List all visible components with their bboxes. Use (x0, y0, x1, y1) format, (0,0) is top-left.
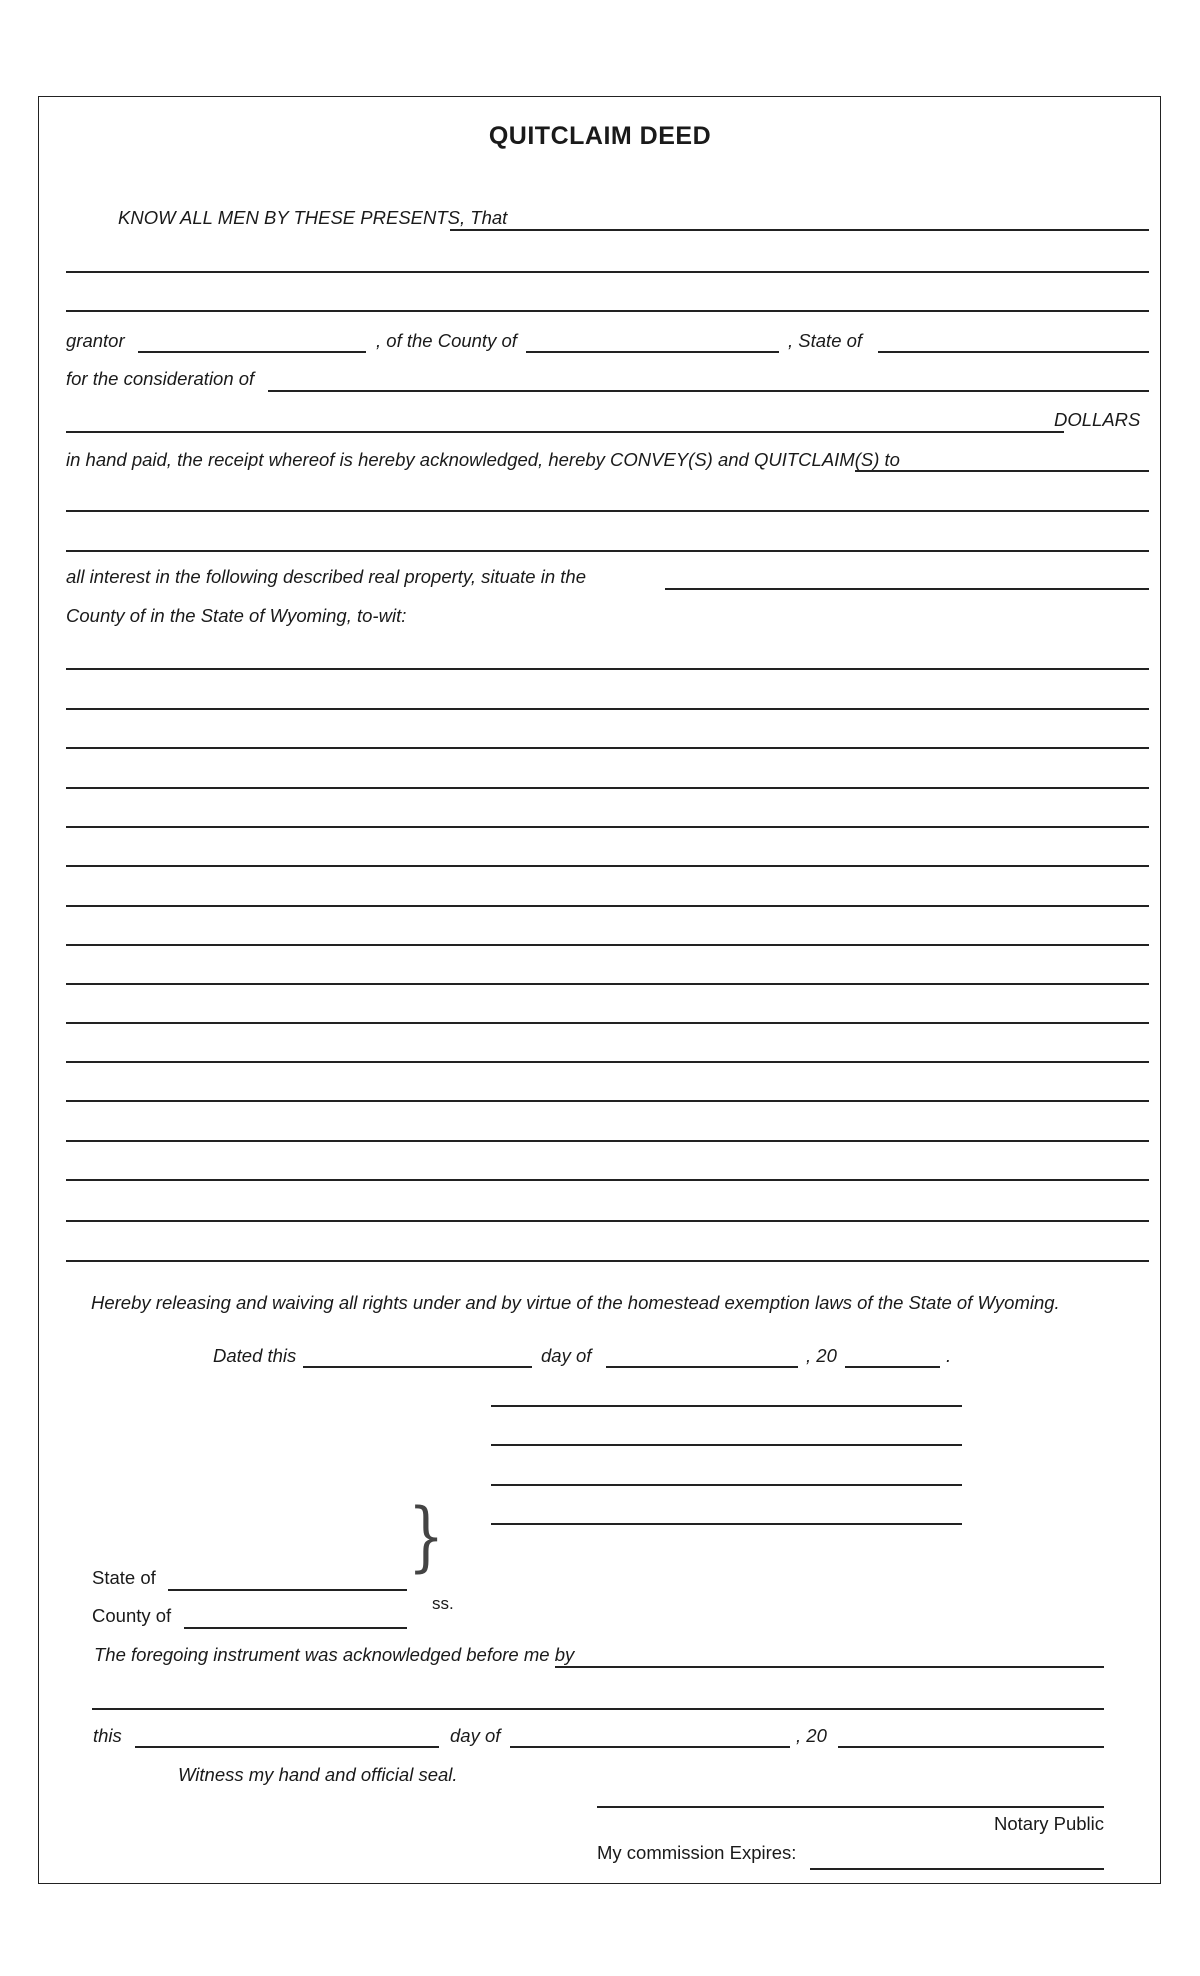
legal-description-line (66, 905, 1149, 907)
grantor-line (138, 351, 366, 353)
grantee-field-2[interactable] (66, 486, 1157, 510)
dated-day-line (303, 1366, 532, 1368)
notary-signature-field[interactable] (597, 1782, 1112, 1806)
legal-description-field[interactable] (66, 1236, 1157, 1260)
commission-expires-line (810, 1868, 1104, 1870)
grantee-line-1 (855, 470, 1149, 472)
legal-description-line (66, 668, 1149, 670)
ack-year-line (838, 1746, 1104, 1748)
property-county-field[interactable] (665, 564, 1157, 588)
curly-brace: } (408, 1491, 445, 1580)
legal-description-field[interactable] (66, 684, 1157, 708)
legal-description-line (66, 865, 1149, 867)
grantee-line-2 (66, 510, 1149, 512)
dated-this-label: Dated this (213, 1345, 297, 1366)
ack-year-prefix: , 20 (796, 1725, 827, 1746)
legal-description-line (66, 944, 1149, 946)
legal-description-field[interactable] (66, 644, 1157, 668)
dated-month-field[interactable] (606, 1342, 806, 1366)
legal-description-field[interactable] (66, 1076, 1157, 1100)
state-of-label: , State of (788, 330, 863, 351)
legal-description-field[interactable] (66, 959, 1157, 983)
acknowledger-field-2[interactable] (92, 1684, 1112, 1708)
grantor-county-line (526, 351, 779, 353)
legal-description-line (66, 1061, 1149, 1063)
legal-description-line (66, 983, 1149, 985)
ack-state-line (168, 1589, 407, 1591)
homestead-text: Hereby releasing and waiving all rights under and by virtue of the homestead exemption laws of the State of Wyoming. (91, 1292, 1060, 1313)
grantor-county-field[interactable] (526, 327, 787, 351)
legal-description-field[interactable] (66, 1196, 1157, 1220)
legal-description-field[interactable] (66, 723, 1157, 747)
ack-state-label: State of (92, 1567, 156, 1588)
legal-description-line (66, 1140, 1149, 1142)
signature-line-3 (491, 1484, 962, 1486)
signature-line-4 (491, 1523, 962, 1525)
ack-day-line (135, 1746, 439, 1748)
all-interest-text: all interest in the following described real property, situate in the (66, 566, 586, 587)
consideration-label: for the consideration of (66, 368, 255, 389)
grantee-field-1[interactable] (960, 446, 1157, 470)
grantor-state-field[interactable] (878, 327, 1157, 351)
commission-expires-label: My commission Expires: (597, 1842, 797, 1863)
acknowledger-field-1[interactable] (610, 1642, 1112, 1666)
ack-this-label: this (93, 1725, 122, 1746)
convey-text: in hand paid, the receipt whereof is hereby acknowledged, hereby CONVEY(S) and QUITCLAIM(S) to (66, 449, 900, 470)
ack-year-field[interactable] (838, 1722, 1112, 1746)
grantor-state-line (878, 351, 1149, 353)
grantor-name-field-3[interactable] (66, 286, 1157, 310)
signature-field-1[interactable] (491, 1381, 970, 1405)
notary-public-label: Notary Public (994, 1813, 1105, 1834)
commission-expires-field[interactable] (810, 1844, 1112, 1868)
of-county-label: , of the County of (376, 330, 517, 351)
legal-description-line (66, 787, 1149, 789)
legal-description-line (66, 1100, 1149, 1102)
dated-month-line (606, 1366, 798, 1368)
foregoing-text: The foregoing instrument was acknowledged before me by (94, 1644, 575, 1665)
legal-description-field[interactable] (66, 802, 1157, 826)
signature-field-3[interactable] (491, 1460, 970, 1484)
document-title: QUITCLAIM DEED (488, 122, 712, 150)
consideration-field-2[interactable] (66, 407, 1072, 431)
notary-signature-line (597, 1806, 1104, 1808)
ack-month-field[interactable] (510, 1722, 798, 1746)
grantor-name-line-3 (66, 310, 1149, 312)
grantor-label: grantor (66, 330, 125, 351)
day-of-label: day of (541, 1345, 592, 1366)
signature-line-1 (491, 1405, 962, 1407)
know-all-men-label: KNOW ALL MEN BY THESE PRESENTS, That (118, 207, 508, 228)
year-prefix-label: , 20 (806, 1345, 837, 1366)
grantor-name-line-1 (450, 229, 1149, 231)
consideration-line-2 (66, 431, 1064, 433)
legal-description-line (66, 1179, 1149, 1181)
ack-day-of-label: day of (450, 1725, 501, 1746)
legal-description-field[interactable] (66, 998, 1157, 1022)
dollars-label: DOLLARS (1054, 409, 1141, 430)
legal-description-field[interactable] (66, 881, 1157, 905)
legal-description-field[interactable] (66, 763, 1157, 787)
legal-description-field[interactable] (66, 1155, 1157, 1179)
legal-description-field[interactable] (66, 920, 1157, 944)
legal-description-field[interactable] (66, 841, 1157, 865)
grantor-name-line-2 (66, 271, 1149, 273)
legal-description-field[interactable] (66, 1037, 1157, 1061)
ack-state-field[interactable] (168, 1565, 415, 1589)
ack-county-line (184, 1627, 407, 1629)
ack-month-line (510, 1746, 790, 1748)
grantee-field-3[interactable] (66, 526, 1157, 550)
acknowledger-line-2 (92, 1708, 1104, 1710)
ack-county-field[interactable] (184, 1603, 415, 1627)
signature-line-2 (491, 1444, 962, 1446)
legal-description-line (66, 708, 1149, 710)
grantor-name-field-2[interactable] (66, 247, 1157, 271)
legal-description-line (66, 1260, 1149, 1262)
dated-year-line (845, 1366, 940, 1368)
signature-field-2[interactable] (491, 1420, 970, 1444)
dated-day-field[interactable] (303, 1342, 540, 1366)
consideration-line-1 (268, 390, 1149, 392)
legal-description-line (66, 747, 1149, 749)
dated-year-field[interactable] (845, 1342, 948, 1366)
acknowledger-line-1 (555, 1666, 1104, 1668)
legal-description-line (66, 1022, 1149, 1024)
property-county-line (665, 588, 1149, 590)
grantor-field[interactable] (138, 327, 374, 351)
ss-label: ss. (432, 1594, 454, 1613)
grantee-line-3 (66, 550, 1149, 552)
county-wyoming-text: County of in the State of Wyoming, to-wit: (66, 605, 407, 626)
legal-description-line (66, 826, 1149, 828)
signature-field-4[interactable] (491, 1499, 970, 1523)
grantor-name-field-1[interactable] (450, 205, 1157, 229)
ack-county-label: County of (92, 1605, 172, 1626)
witness-text: Witness my hand and official seal. (178, 1764, 458, 1785)
ack-day-field[interactable] (135, 1722, 447, 1746)
legal-description-field[interactable] (66, 1116, 1157, 1140)
consideration-field-1[interactable] (268, 366, 1157, 390)
legal-description-line (66, 1220, 1149, 1222)
period-mark: . (946, 1345, 952, 1366)
